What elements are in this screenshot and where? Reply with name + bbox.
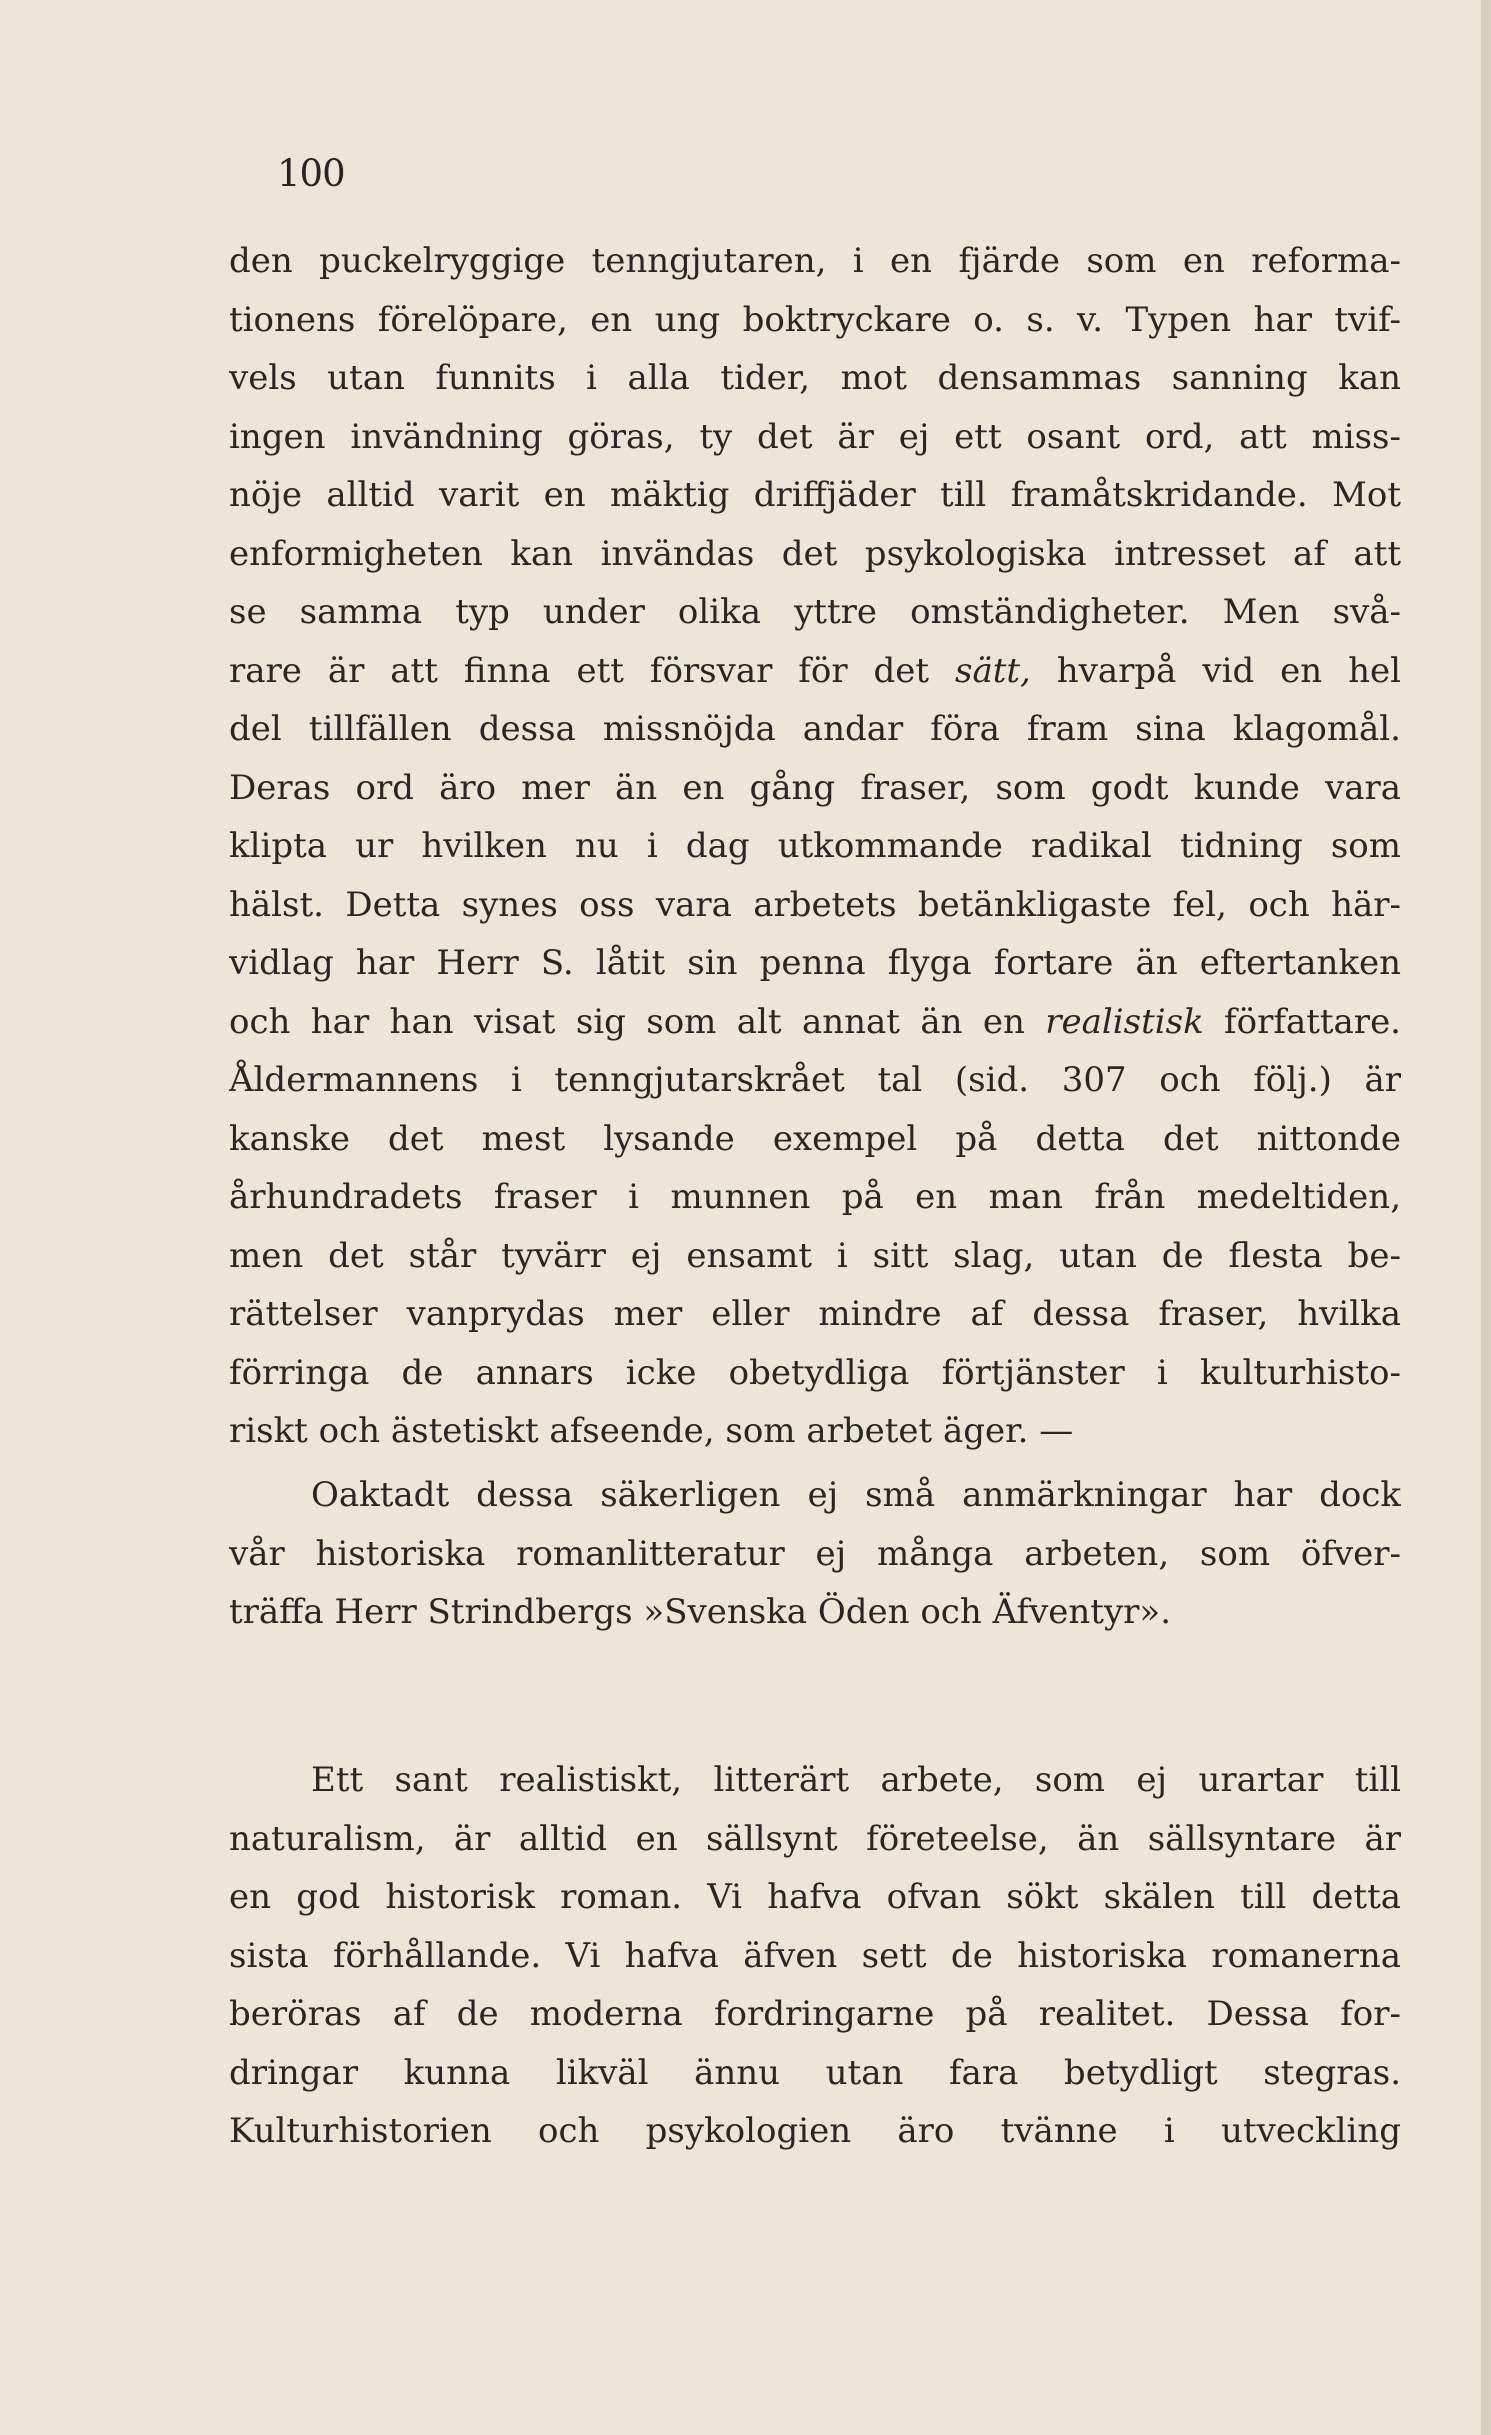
text-line: ingen invändning göras, ty det är ej ett osant ord, att miss- [229,416,1401,457]
text-line: en god historisk roman. Vi hafva ofvan sökt skälen till detta [229,1877,1401,1917]
text-line: Ett sant realistiskt, litterärt arbete, som ej urartar till [311,1760,1401,1800]
text-line: naturalism, är alltid en sällsynt företeelse, än sällsyntare är [229,1818,1401,1859]
page-number: 100 [277,152,345,195]
text-line: Åldermannens i tenngjutarskrået tal (sid. 307 och följ.) är [229,1060,1401,1100]
text-line: del tillfällen dessa missnöjda andar föra fram sina klagomål. [229,709,1401,749]
text-line: men det står tyvärr ej ensamt i sitt slag, utan de flesta be- [229,1235,1401,1276]
text-line: beröras af de moderna fordringarne på realitet. Dessa for- [229,1994,1401,2034]
text-line: klipta ur hvilken nu i dag utkommande radikal tidning som [229,826,1401,866]
text-line: förringa de annars icke obetydliga förtjänster i kulturhisto- [229,1352,1401,1393]
text-line: vidlag har Herr S. låtit sin penna flyga fortare än eftertanken [229,943,1401,983]
text-line: vels utan funnits i alla tider, mot densammas sanning kan [229,358,1401,398]
text-line: vår historiska romanlitteratur ej många arbeten, som öfver- [229,1533,1401,1574]
text-line: den puckelryggige tenngjutaren, i en fjärde som en reforma- [229,241,1401,281]
text-line: enformigheten kan invändas det psykologiska intresset af att [229,533,1401,574]
text-line: dringar kunna likväl ännu utan fara betydligt stegras. [229,2052,1401,2093]
text-line: nöje alltid varit en mäktig driffjäder till framåtskridande. Mot [229,475,1401,515]
text-line: se samma typ under olika yttre omständigheter. Men svå- [229,592,1401,632]
text-line: rättelser vanprydas mer eller mindre af dessa fraser, hvilka [229,1294,1401,1334]
text-line: hälst. Detta synes oss vara arbetets betänkligaste fel, och här- [229,884,1401,925]
page-edge [1481,0,1491,2435]
text-line: Kulturhistorien och psykologien äro tvänne i utveckling [229,2111,1401,2151]
text-line: rare är att finna ett försvar för det sätt, hvarpå vid en hel [229,650,1401,691]
text-line: Deras ord äro mer än en gång fraser, som godt kunde vara [229,767,1401,808]
text-line: århundradets fraser i munnen på en man från medeltiden, [229,1177,1401,1217]
text-line: riskt och ästetiskt afseende, som arbetet äger. — [229,1411,1074,1451]
text-line: och har han visat sig som alt annat än en realistisk författare. [229,1001,1401,1042]
emphasis: sätt, [955,650,1031,691]
text-line: Oaktadt dessa säkerligen ej små anmärkningar har dock [311,1475,1401,1515]
text-line: träffa Herr Strindbergs »Svenska Öden och Äfventyr». [229,1592,1172,1632]
emphasis: realistisk [1045,1001,1204,1042]
text-line: tionens förelöpare, en ung boktryckare o. s. v. Typen har tvif- [229,299,1401,340]
text-line: sista förhållande. Vi hafva äfven sett de historiska romanerna [229,1935,1401,1976]
text-line: kanske det mest lysande exempel på detta det nittonde [229,1118,1401,1159]
